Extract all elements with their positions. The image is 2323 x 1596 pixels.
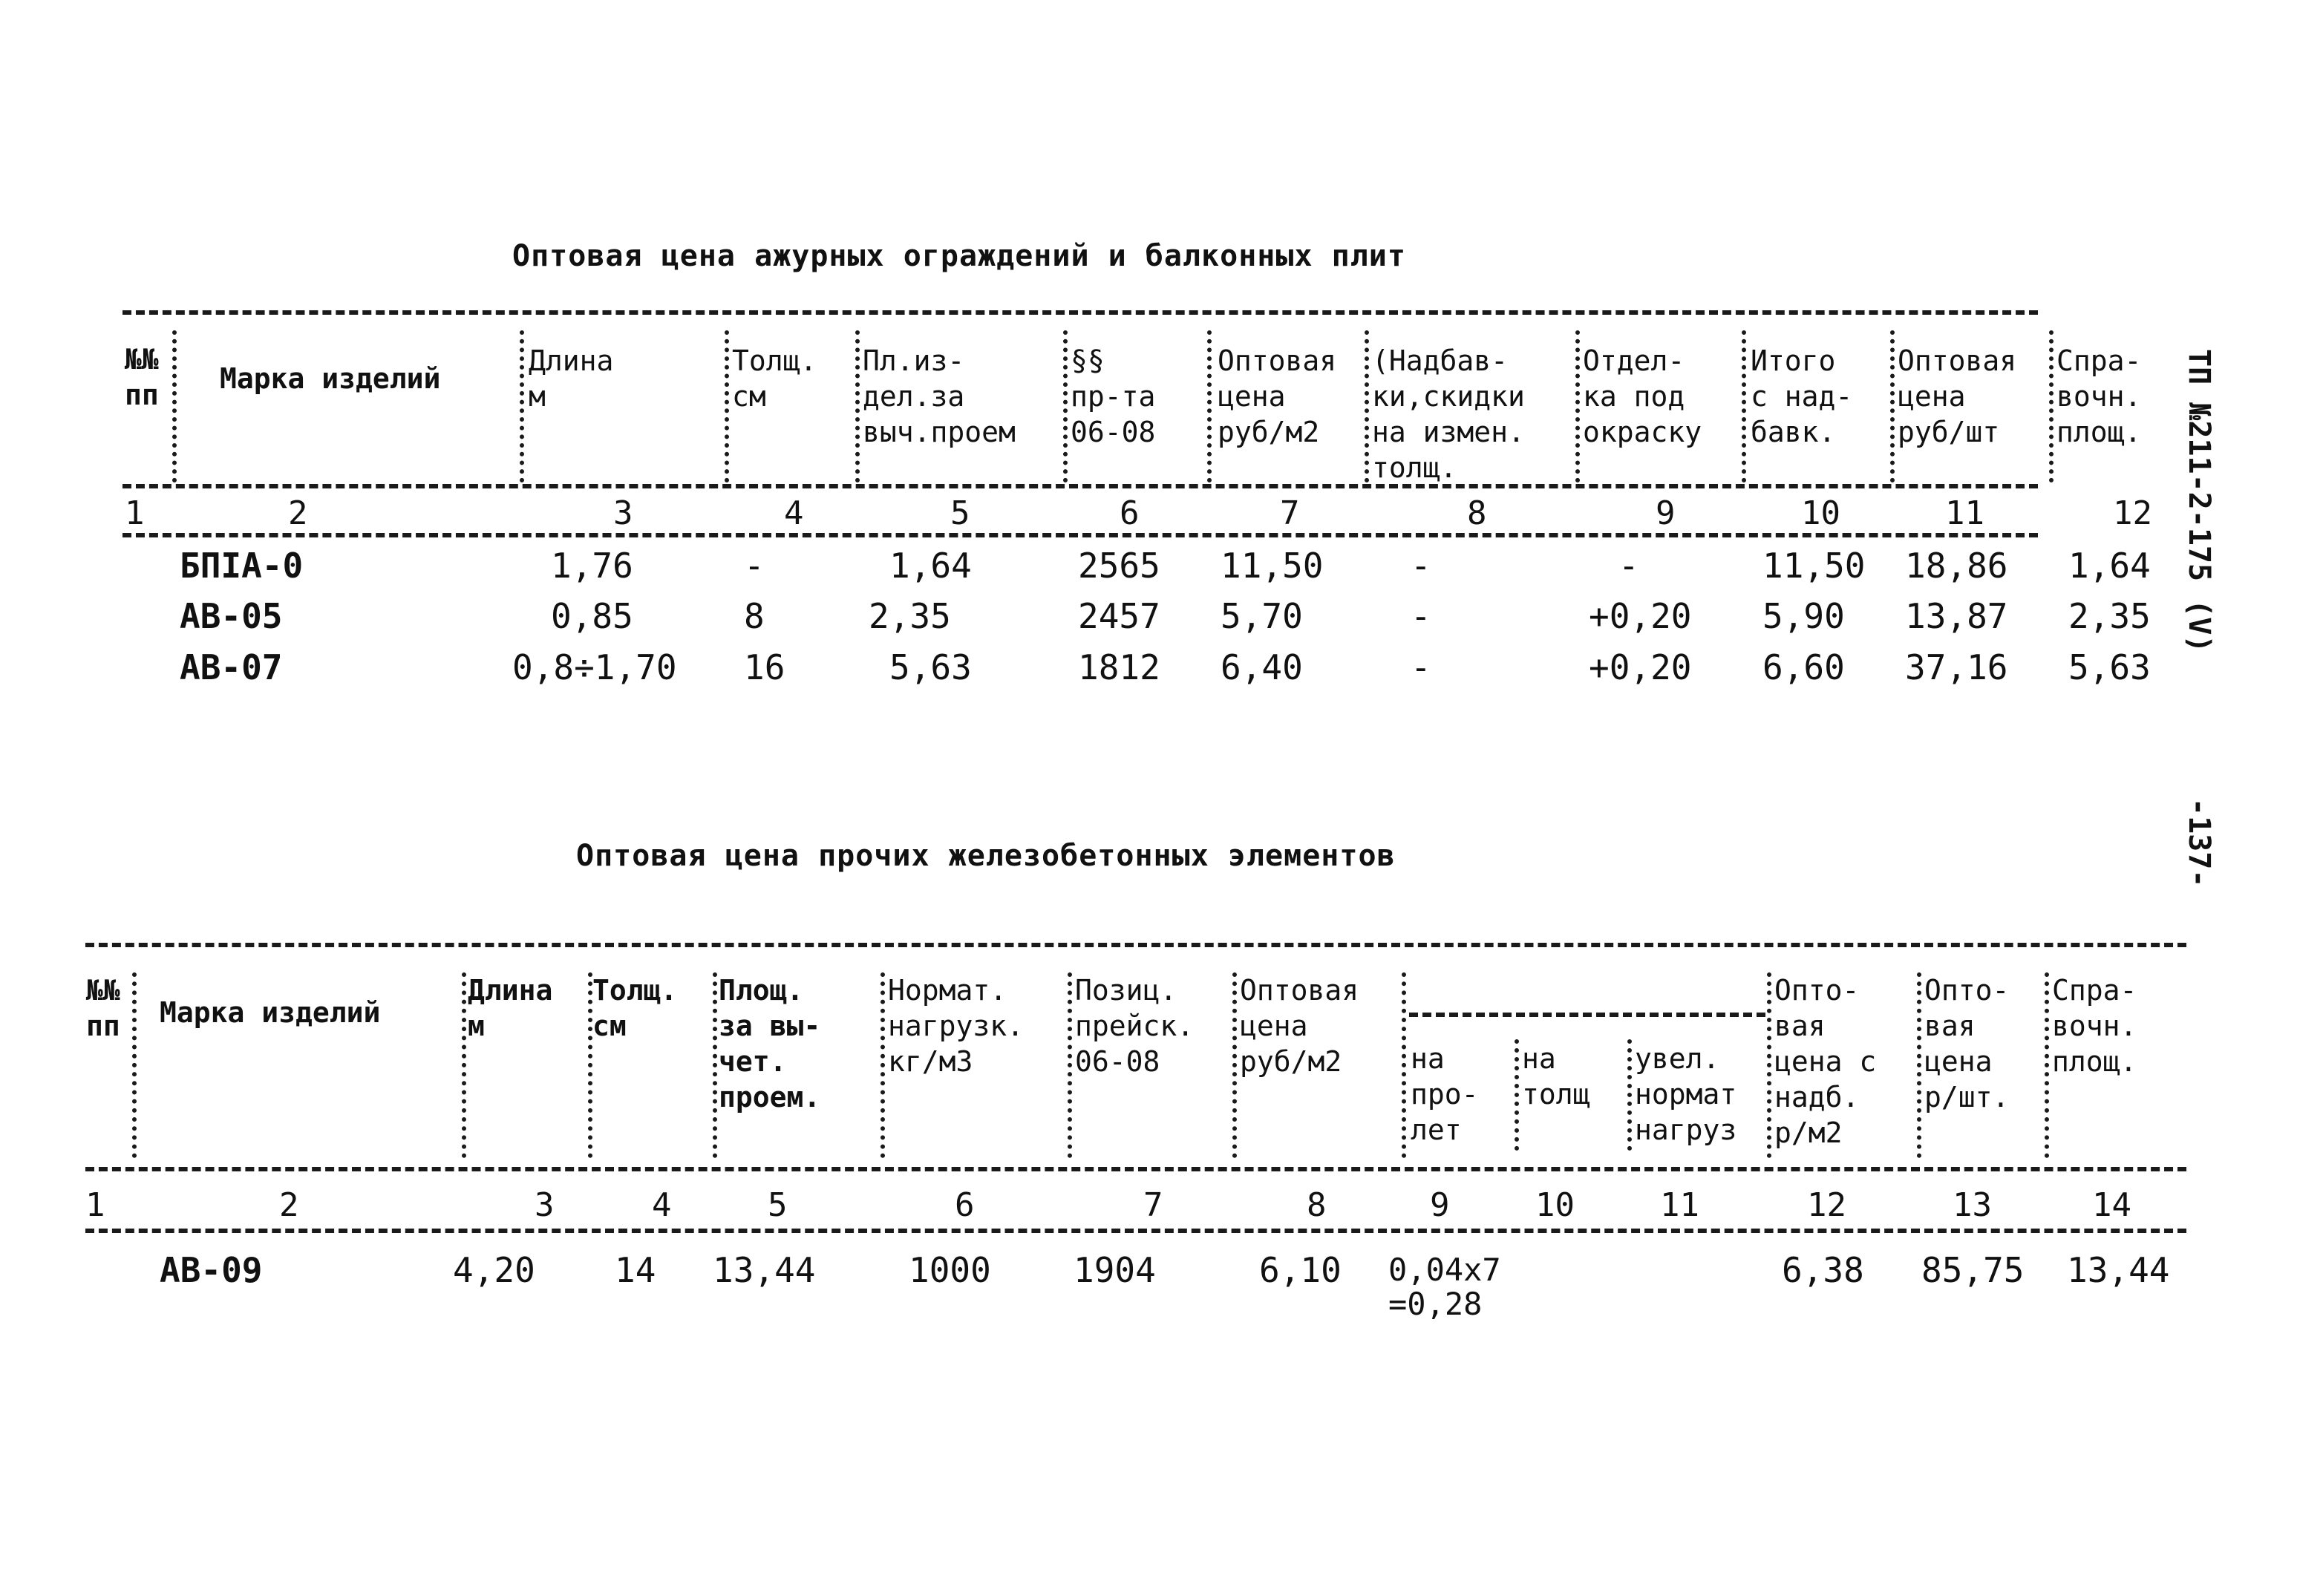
table1-cell: 37,16 xyxy=(1905,647,2008,687)
table1-header-cell: Отдел- ка под окраску xyxy=(1583,344,1702,448)
table2-header-cell: Толщ. см xyxy=(592,974,678,1042)
table1-cell: 5,90 xyxy=(1762,596,1845,636)
table1-header-cell: Марка изделий xyxy=(220,362,441,395)
table1-col-number: 3 xyxy=(613,494,633,532)
table2-col-separator xyxy=(1068,972,1072,1158)
table2-col-number: 11 xyxy=(1660,1186,1699,1224)
table1-col-number: 6 xyxy=(1120,494,1140,532)
table1-cell: 6,40 xyxy=(1221,647,1303,687)
table2-col-separator xyxy=(1402,972,1406,1158)
table1-cell: 11,50 xyxy=(1762,546,1866,586)
table1-cell: 5,63 xyxy=(2068,647,2151,687)
table1-col-separator xyxy=(725,330,729,483)
table2-col-separator xyxy=(1515,1039,1519,1151)
table2-header-cell: Нормат. нагрузк. кг/м3 xyxy=(888,974,1025,1078)
table1-col-number: 2 xyxy=(288,494,308,532)
table1-header-rule xyxy=(122,484,2038,488)
table2-col-separator xyxy=(1917,972,1921,1158)
table1-cell: АВ-05 xyxy=(180,596,283,636)
table2-cell: 13,44 xyxy=(713,1250,816,1290)
table1-cell: - xyxy=(744,546,765,586)
table1-cell: +0,20 xyxy=(1589,647,1692,687)
table1-cell: АВ-07 xyxy=(180,647,283,687)
table1-col-number: 9 xyxy=(1656,494,1676,532)
table2-cell: 6,10 xyxy=(1259,1250,1342,1290)
table2-col-separator xyxy=(1767,972,1771,1158)
table2-cell: 1904 xyxy=(1074,1250,1156,1290)
table2-col-separator xyxy=(2045,972,2049,1158)
table1-cell: 0,8÷1,70 xyxy=(512,647,677,687)
table1-col-number: 1 xyxy=(125,494,145,532)
table1-cell: 2,35 xyxy=(2068,596,2151,636)
table1-top-rule xyxy=(122,310,2038,315)
table1-cell: - xyxy=(1411,647,1431,687)
table1-col-number: 5 xyxy=(950,494,970,532)
table1-header-cell: Оптовая цена руб/м2 xyxy=(1218,344,1337,448)
table1-cell: 18,86 xyxy=(1905,546,2008,586)
table1-cell: 8 xyxy=(744,596,765,636)
table2-col-number: 9 xyxy=(1430,1186,1450,1224)
table2-header-cell: на толщ xyxy=(1522,1042,1590,1111)
table1-cell: 1,64 xyxy=(889,546,972,586)
table2-header-cell: на про- лет xyxy=(1411,1042,1479,1146)
table1-cell: 1,76 xyxy=(551,546,633,586)
table2-header-cell: Опто- вая цена р/шт. xyxy=(1924,974,2010,1113)
table2-subheader-rule xyxy=(1409,1013,1765,1017)
table2-col-number: 7 xyxy=(1143,1186,1163,1224)
table2-header-cell: Площ. за вы- чет. проем. xyxy=(719,974,821,1113)
table1-col-separator xyxy=(1742,330,1746,483)
table1-header-cell: Толщ. см xyxy=(732,344,817,413)
table2-header-cell: Оптовая цена руб/м2 xyxy=(1240,974,1359,1078)
table2-cell: 6,38 xyxy=(1782,1250,1864,1290)
table1-cell: 5,63 xyxy=(889,647,972,687)
table2-cell: 4,20 xyxy=(453,1250,535,1290)
table1-col-number: 10 xyxy=(1801,494,1840,532)
table1-header-cell: Пл.из- дел.за выч.проем xyxy=(863,344,1016,448)
table2-col-number: 3 xyxy=(535,1186,555,1224)
table1-cell: +0,20 xyxy=(1589,596,1692,636)
table2-cell: 1000 xyxy=(909,1250,991,1290)
table2-col-number: 8 xyxy=(1307,1186,1327,1224)
table1-col-number: 11 xyxy=(1945,494,1984,532)
table1-header-cell: (Надбав- ки,скидки на измен. толщ. xyxy=(1372,344,1525,484)
table1-col-separator xyxy=(855,330,860,483)
table1-col-number: 12 xyxy=(2113,494,2152,532)
table1-cell: - xyxy=(1411,596,1431,636)
table1-col-separator xyxy=(520,330,524,483)
table2-col-number: 4 xyxy=(652,1186,672,1224)
side-label: ТП №211-2-175 (V) xyxy=(2182,349,2216,653)
table1-header-cell: §§ пр-та 06-08 xyxy=(1071,344,1156,448)
table1-header-cell: Длина м xyxy=(529,344,614,413)
table2-col-separator xyxy=(880,972,885,1158)
table1-cell: 0,85 xyxy=(551,596,633,636)
table2-col-number: 5 xyxy=(768,1186,788,1224)
table2-col-number: 1 xyxy=(85,1186,105,1224)
table2-cell: 14 xyxy=(615,1250,656,1290)
table1-col-separator xyxy=(1890,330,1895,483)
table1-col-separator xyxy=(1575,330,1580,483)
table2-header-cell: Длина м xyxy=(468,974,553,1042)
table1-title: Оптовая цена ажурных ограждений и балконных плит xyxy=(512,239,1406,273)
table1-cell: 16 xyxy=(744,647,785,687)
table1-cell: 2,35 xyxy=(869,596,951,636)
table2-col-separator xyxy=(1627,1039,1632,1151)
page-number: -137- xyxy=(2182,798,2216,888)
table1-header-cell: Оптовая цена руб/шт xyxy=(1898,344,2017,448)
table1-header-cell: №№ пп xyxy=(125,343,159,411)
table1-col-separator xyxy=(1063,330,1068,483)
table2-cell: 85,75 xyxy=(1921,1250,2025,1290)
table2-col-number: 13 xyxy=(1953,1186,1992,1224)
table1-cell: - xyxy=(1411,546,1431,586)
table1-col-number: 8 xyxy=(1467,494,1487,532)
table2-col-number: 14 xyxy=(2092,1186,2131,1224)
table1-col-number: 7 xyxy=(1280,494,1300,532)
table2-col-number: 10 xyxy=(1535,1186,1575,1224)
table2-header-rule xyxy=(85,1167,2186,1171)
table2-header-cell: Опто- вая цена с надб. р/м2 xyxy=(1774,974,1877,1149)
table1-cell: 2565 xyxy=(1078,546,1160,586)
table1-cell: 1812 xyxy=(1078,647,1160,687)
table2-cell: 13,44 xyxy=(2067,1250,2170,1290)
table2-header-cell: Позиц. прейск. 06-08 xyxy=(1075,974,1195,1078)
table2-colnum-rule xyxy=(85,1229,2186,1233)
table2-header-cell: Спра- вочн. площ. xyxy=(2052,974,2137,1078)
table1-cell: 6,60 xyxy=(1762,647,1845,687)
table2-cell: 0,04х7 =0,28 xyxy=(1388,1252,1501,1322)
table2-header-cell: №№ пп xyxy=(86,974,120,1042)
table1-header-cell: Спра- вочн. площ. xyxy=(2056,344,2142,448)
table2-top-rule xyxy=(85,943,2186,947)
table1-cell: 2457 xyxy=(1078,596,1160,636)
table1-col-separator xyxy=(172,330,177,483)
table1-cell: - xyxy=(1618,546,1639,586)
table2-col-number: 12 xyxy=(1807,1186,1846,1224)
table1-col-separator xyxy=(1207,330,1212,483)
table1-cell: 5,70 xyxy=(1221,596,1303,636)
table2-col-number: 2 xyxy=(279,1186,299,1224)
table1-cell: БПIА-0 xyxy=(180,546,304,586)
table2-col-number: 6 xyxy=(955,1186,975,1224)
table1-colnum-rule xyxy=(122,533,2038,537)
table2-col-separator xyxy=(1232,972,1237,1158)
table1-col-separator xyxy=(2049,330,2054,483)
table1-col-number: 4 xyxy=(784,494,804,532)
table2-col-separator xyxy=(462,972,466,1158)
table2-header-cell: увел. нормат нагруз xyxy=(1635,1042,1737,1146)
table1-cell: 13,87 xyxy=(1905,596,2008,636)
table1-cell: 1,64 xyxy=(2068,546,2151,586)
table1-cell: 11,50 xyxy=(1221,546,1324,586)
table2-col-separator xyxy=(132,972,137,1158)
table2-cell: АВ-09 xyxy=(160,1250,263,1290)
table1-col-separator xyxy=(1365,330,1369,483)
table1-header-cell: Итого с над- бавк. xyxy=(1751,344,1853,448)
table2-header-cell: Марка изделий xyxy=(160,996,381,1029)
table2-title: Оптовая цена прочих железобетонных элементов xyxy=(576,839,1396,873)
table2-col-separator xyxy=(713,972,717,1158)
